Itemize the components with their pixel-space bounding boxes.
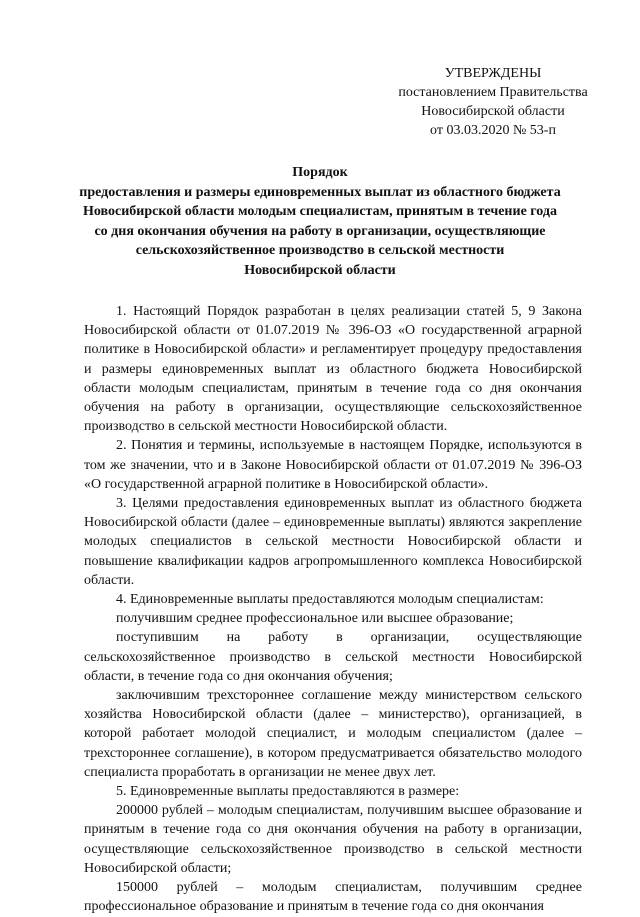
title-line-4: со дня окончания обучения на работу в организации, осуществляющие: [94, 223, 546, 239]
paragraph-5: получившим среднее профессиональное или высшее образование;: [116, 611, 514, 627]
paragraph-2: 2. Понятия и термины, используемые в настоящем Порядке, используются в том же значении, что и в Законе Новосибирской области от 01.07.2019 № 396-ОЗ «О государственной аграрной политике в Новосибирской области».: [84, 438, 582, 492]
paragraph-4: 4. Единовременные выплаты предоставляются молодым специалистам:: [116, 592, 544, 608]
title-line-1: Порядок: [292, 165, 348, 180]
paragraph-1: 1. Настоящий Порядок разработан в целях реализации статей 5, 9 Закона Новосибирской области от 01.07.2019 № 396-ОЗ «О государственной аграрной политике в Новосибирской области» и регламентирует процедуру предоставления и размеры единовременных выплат из областного бюджета Новосибирской области молодым специалистам, принятым в течение года со дня окончания обучения на работу в организации, осуществляющие сельскохозяйственное производство в сельской местности Новосибирской области.: [84, 304, 582, 435]
title-line-6: Новосибирской области: [244, 262, 396, 278]
approval-line-1: УТВЕРЖДЕНЫ: [444, 66, 542, 81]
title-line-2: предоставления и размеры единовременных выплат из областного бюджета: [79, 184, 561, 200]
document-title: [72, 163, 568, 280]
paragraph-3: 3. Целями предоставления единовременных выплат из областного бюджета Новосибирской области (далее – единовременные выплаты) являются закрепление молодых специалистов в сельской местности Новосибирской области и повышение квалификации кадров агропромышленного комплекса Новосибирской области.: [84, 496, 582, 588]
document-body: [84, 302, 582, 917]
paragraph-10: 150000 рублей – молодым специалистам, получившим среднее профессиональное образование и принятым в течение года со дня окончания: [84, 880, 582, 915]
paragraph-8: 5. Единовременные выплаты предоставляются в размере:: [116, 784, 460, 800]
approval-line-2: постановлением Правительства: [398, 85, 588, 100]
paragraph-6: поступившим на работу в организации, осуществляющие сельскохозяйственное производство в сельской местности Новосибирской области, в течение года со дня окончания обучения;: [84, 630, 582, 684]
paragraph-9: 200000 рублей – молодым специалистам, получившим высшее образование и принятым в течение года со дня окончания обучения на работу в организации, осуществляющие сельскохозяйственное производство в сельской местности Новосибирской области;: [84, 803, 582, 876]
title-line-3: Новосибирской области молодым специалистам, принятым в течение года: [83, 204, 557, 219]
approval-stamp: [388, 64, 598, 140]
paragraph-7: заключившим трехстороннее соглашение между министерством сельского хозяйства Новосибирской области (далее – министерство), организацией, в которой работает молодой специалист, и молодым специалистом (далее – трехстороннее соглашение), в котором предусматривается обязательство молодого специалиста проработать в организации не менее двух лет.: [84, 688, 582, 780]
approval-line-3: Новосибирской области: [421, 104, 565, 119]
title-line-5: сельскохозяйственное производство в сельской местности: [135, 243, 505, 258]
approval-line-4: от 03.03.2020 № 53-п: [430, 123, 556, 138]
